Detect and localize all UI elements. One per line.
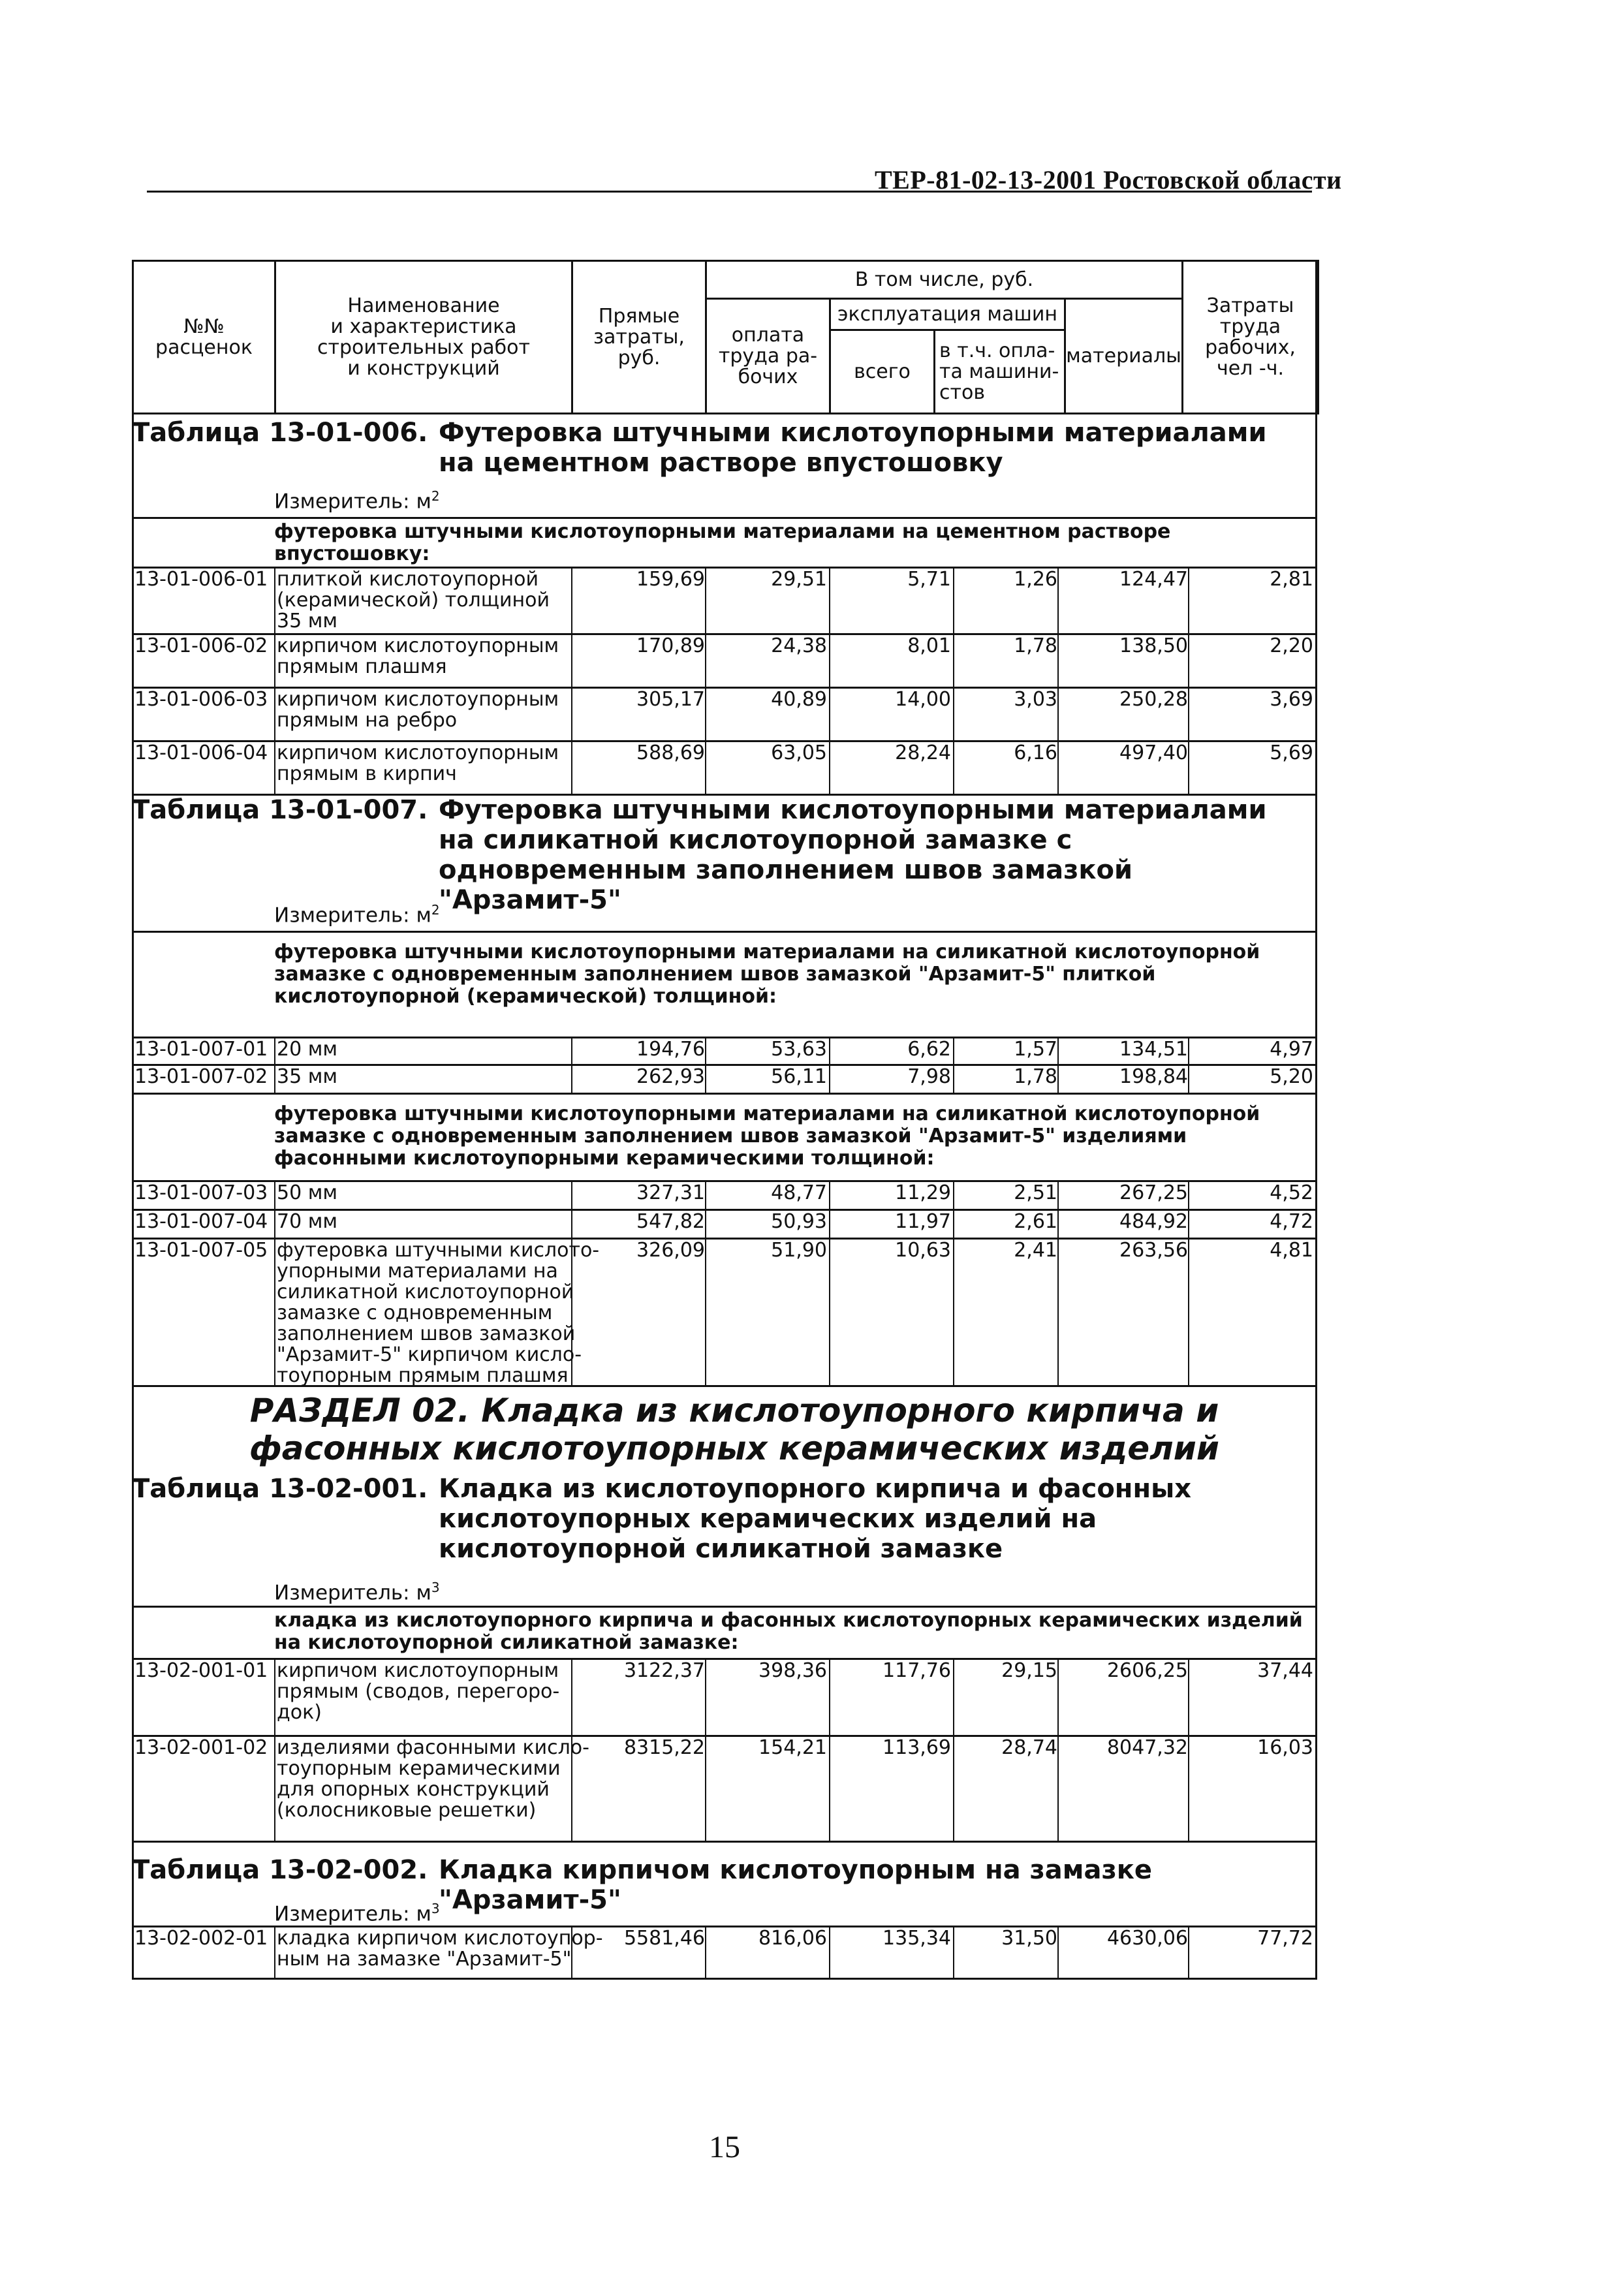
column-divider — [953, 688, 954, 740]
group-subheading: футеровка штучными кислотоупорными материалами на цементном растворе впустошовку: — [274, 520, 1171, 565]
work-name: 20 мм — [277, 1038, 337, 1061]
column-divider — [705, 1210, 706, 1238]
operator-cost: 31,50 — [1001, 1927, 1057, 1950]
column-divider — [1188, 1927, 1189, 1978]
table-number: Таблица 13-01-006. — [132, 418, 428, 448]
rate-code: 13-01-007-05 — [134, 1239, 268, 1262]
direct-cost: 194,76 — [636, 1038, 705, 1061]
direct-cost: 170,89 — [636, 634, 705, 657]
table-row — [132, 1239, 1317, 1385]
table-row — [132, 1181, 1317, 1209]
wage-cost: 48,77 — [771, 1181, 827, 1204]
labor-hours: 4,97 — [1270, 1038, 1313, 1061]
machine-cost: 11,29 — [895, 1181, 951, 1204]
page-number: 15 — [709, 2130, 740, 2164]
column-divider — [571, 634, 572, 687]
wage-cost: 29,51 — [771, 568, 827, 591]
operator-cost: 2,51 — [1014, 1181, 1057, 1204]
direct-cost: 326,09 — [636, 1239, 705, 1262]
column-divider — [1057, 1736, 1059, 1841]
machine-cost: 5,71 — [907, 568, 951, 591]
document-header-title: ТЕР-81-02-13-2001 Ростовской области — [875, 165, 1342, 195]
machine-cost: 6,62 — [907, 1038, 951, 1061]
column-divider — [274, 1659, 275, 1735]
table-row — [132, 1659, 1317, 1735]
operator-cost: 3,03 — [1014, 688, 1057, 711]
operator-cost: 28,74 — [1001, 1736, 1057, 1759]
column-divider — [571, 741, 572, 794]
direct-cost: 547,82 — [636, 1210, 705, 1233]
direct-cost: 327,31 — [636, 1181, 705, 1204]
wage-cost: 154,21 — [758, 1736, 827, 1759]
machine-cost: 135,34 — [882, 1927, 951, 1950]
labor-hours: 5,69 — [1270, 741, 1313, 764]
wage-cost: 63,05 — [771, 741, 827, 764]
labor-hours: 16,03 — [1257, 1736, 1313, 1759]
material-cost: 4630,06 — [1106, 1927, 1188, 1950]
table-title: Футеровка штучными кислотоупорными материалами на цементном растворе впустошовку — [439, 418, 1267, 478]
column-divider — [571, 1065, 572, 1093]
operator-cost: 1,78 — [1014, 1065, 1057, 1088]
column-divider — [571, 1927, 572, 1978]
wage-cost: 398,36 — [758, 1659, 827, 1682]
column-divider — [571, 568, 572, 633]
rate-code: 13-02-001-02 — [134, 1736, 268, 1759]
table-bottom-rule — [132, 1978, 1317, 1980]
column-divider — [705, 1927, 706, 1978]
column-divider — [1188, 1210, 1189, 1238]
column-divider — [829, 1038, 830, 1064]
column-divider — [829, 1927, 830, 1978]
column-divider — [953, 1239, 954, 1385]
unit-label: Измеритель: $м^2$ — [274, 902, 440, 928]
operator-cost: 6,16 — [1014, 741, 1057, 764]
column-divider — [705, 741, 706, 794]
col-header-wages: оплата труда ра- бочих — [706, 299, 830, 414]
col-header-machines: эксплуатация машин — [830, 299, 1065, 330]
wage-cost: 53,63 — [771, 1038, 827, 1061]
col-header-labor: Затраты труда рабочих, чел -ч. — [1183, 261, 1319, 414]
work-name: 35 мм — [277, 1065, 337, 1088]
rate-code: 13-01-006-04 — [134, 741, 268, 764]
direct-cost: 3122,37 — [623, 1659, 705, 1682]
table-row — [132, 634, 1317, 687]
header-rule — [147, 191, 1312, 193]
column-divider — [1188, 1736, 1189, 1841]
material-cost: 134,51 — [1119, 1038, 1188, 1061]
direct-cost: 159,69 — [636, 568, 705, 591]
table-row — [132, 1065, 1317, 1093]
table-row — [132, 1736, 1317, 1841]
direct-cost: 8315,22 — [623, 1736, 705, 1759]
column-divider — [705, 1736, 706, 1841]
rate-code: 13-01-007-01 — [134, 1038, 268, 1061]
column-divider — [571, 1210, 572, 1238]
col-header-operators: в т.ч. опла- та машини- стов — [935, 330, 1065, 414]
table-title: Футеровка штучными кислотоупорными материалами на силикатной кислотоупорной замазке с одновременным заполнением швов замазкой "Арзамит-5" — [439, 795, 1267, 915]
material-cost: 267,25 — [1119, 1181, 1188, 1204]
wage-cost: 51,90 — [771, 1239, 827, 1262]
operator-cost: 1,57 — [1014, 1038, 1057, 1061]
material-cost: 263,56 — [1119, 1239, 1188, 1262]
machine-cost: 8,01 — [907, 634, 951, 657]
column-divider — [1057, 741, 1059, 794]
column-divider — [829, 568, 830, 633]
group-subheading: футеровка штучными кислотоупорными материалами на силикатной кислотоупорной замазке с одновременным заполнением швов замазкой "Арзамит-5" изделиями фасонными кислотоупорными керамическими толщиной: — [274, 1102, 1260, 1170]
column-divider — [829, 1659, 830, 1735]
table-row — [132, 688, 1317, 740]
rate-code: 13-02-002-01 — [134, 1927, 268, 1950]
column-divider — [1057, 634, 1059, 687]
wage-cost: 40,89 — [771, 688, 827, 711]
labor-hours: 37,44 — [1257, 1659, 1313, 1682]
column-divider — [1057, 1065, 1059, 1093]
labor-hours: 77,72 — [1257, 1927, 1313, 1950]
column-divider — [571, 1239, 572, 1385]
column-divider — [829, 688, 830, 740]
work-name: футеровка штучными кислото- упорными материалами на силикатной кислотоупорной замазке с одновременным заполнением швов замазкой "Арзамит-5" кирпичом кисло- тоупорным прямым плашмя — [277, 1239, 600, 1387]
column-divider — [953, 741, 954, 794]
unit-label: Измеритель: $м^3$ — [274, 1580, 440, 1605]
column-divider — [953, 1065, 954, 1093]
column-divider — [953, 568, 954, 633]
work-name: 70 мм — [277, 1210, 337, 1233]
labor-hours: 5,20 — [1270, 1065, 1313, 1088]
column-divider — [829, 1736, 830, 1841]
column-divider — [274, 634, 275, 687]
row-divider — [132, 1385, 1317, 1387]
column-divider — [274, 1038, 275, 1064]
column-divider — [1057, 1181, 1059, 1209]
column-divider — [1057, 1659, 1059, 1735]
column-divider — [1057, 688, 1059, 740]
column-divider — [705, 1065, 706, 1093]
column-divider — [953, 1659, 954, 1735]
column-divider — [274, 1210, 275, 1238]
machine-cost: 7,98 — [907, 1065, 951, 1088]
column-divider — [1188, 741, 1189, 794]
column-divider — [274, 688, 275, 740]
col-header-name: Наименование и характеристика строительных работ и конструкций — [275, 261, 572, 414]
machine-cost: 117,76 — [882, 1659, 951, 1682]
operator-cost: 1,26 — [1014, 568, 1057, 591]
col-header-direct: Прямые затраты, руб. — [572, 261, 706, 414]
table-number: Таблица 13-01-007. — [132, 795, 428, 825]
labor-hours: 4,52 — [1270, 1181, 1313, 1204]
column-divider — [1057, 1239, 1059, 1385]
column-divider — [571, 1659, 572, 1735]
table-row — [132, 1038, 1317, 1064]
table-row — [132, 1927, 1317, 1978]
row-divider — [132, 1093, 1317, 1095]
direct-cost: 5581,46 — [623, 1927, 705, 1950]
group-subheading: футеровка штучными кислотоупорными материалами на силикатной кислотоупорной замазке с одновременным заполнением швов замазкой "Арзамит-5" плиткой кислотоупорной (керамической) толщиной: — [274, 941, 1260, 1008]
column-divider — [1188, 1659, 1189, 1735]
operator-cost: 29,15 — [1001, 1659, 1057, 1682]
work-name: кирпичом кислотоупорным прямым на ребро — [277, 688, 559, 732]
column-divider — [829, 1181, 830, 1209]
work-name: кирпичом кислотоупорным прямым плашмя — [277, 634, 559, 678]
column-divider — [705, 634, 706, 687]
direct-cost: 262,93 — [636, 1065, 705, 1088]
column-divider — [953, 1210, 954, 1238]
wage-cost: 24,38 — [771, 634, 827, 657]
column-divider — [829, 1065, 830, 1093]
column-divider — [274, 568, 275, 633]
material-cost: 250,28 — [1119, 688, 1188, 711]
operator-cost: 2,61 — [1014, 1210, 1057, 1233]
column-divider — [1188, 1181, 1189, 1209]
direct-cost: 588,69 — [636, 741, 705, 764]
table-number: Таблица 13-02-002. — [132, 1855, 428, 1885]
material-cost: 8047,32 — [1106, 1736, 1188, 1759]
column-divider — [274, 1927, 275, 1978]
column-divider — [705, 1659, 706, 1735]
col-header-code: №№ расценок — [133, 261, 275, 414]
column-divider — [274, 1065, 275, 1093]
rate-code: 13-01-007-02 — [134, 1065, 268, 1088]
table-title: Кладка из кислотоупорного кирпича и фасонных кислотоупорных керамических изделий на кислотоупорной силикатной замазке — [439, 1474, 1192, 1564]
column-divider — [829, 1239, 830, 1385]
machine-cost: 11,97 — [895, 1210, 951, 1233]
row-divider — [132, 1606, 1317, 1608]
row-divider — [132, 1841, 1317, 1843]
row-divider — [132, 931, 1317, 933]
column-divider — [705, 568, 706, 633]
operator-cost: 2,41 — [1014, 1239, 1057, 1262]
unit-label: Измеритель: $м^2$ — [274, 488, 440, 514]
column-divider — [1188, 568, 1189, 633]
col-header-machines-total: всего — [830, 330, 935, 414]
table-caption-13-01-006 — [132, 418, 1267, 478]
rate-code: 13-02-001-01 — [134, 1659, 268, 1682]
column-divider — [274, 1736, 275, 1841]
column-divider — [1057, 568, 1059, 633]
material-cost: 124,47 — [1119, 568, 1188, 591]
labor-hours: 2,81 — [1270, 568, 1313, 591]
rate-code: 13-01-006-01 — [134, 568, 268, 591]
labor-hours: 2,20 — [1270, 634, 1313, 657]
column-divider — [705, 688, 706, 740]
material-cost: 138,50 — [1119, 634, 1188, 657]
work-name: 50 мм — [277, 1181, 337, 1204]
column-divider — [705, 1239, 706, 1385]
column-divider — [829, 634, 830, 687]
machine-cost: 14,00 — [895, 688, 951, 711]
column-divider — [1057, 1210, 1059, 1238]
rate-code: 13-01-006-02 — [134, 634, 268, 657]
column-divider — [1057, 1038, 1059, 1064]
column-divider — [571, 688, 572, 740]
table-caption-13-02-001 — [132, 1474, 1192, 1564]
work-name: кирпичом кислотоупорным прямым (сводов, перегоро- док) — [277, 1659, 560, 1724]
column-divider — [274, 1239, 275, 1385]
column-divider — [953, 1038, 954, 1064]
material-cost: 2606,25 — [1106, 1659, 1188, 1682]
column-divider — [1188, 688, 1189, 740]
table-title: Кладка кирпичом кислотоупорным на замазке "Арзамит-5" — [439, 1855, 1152, 1915]
rate-code: 13-01-006-03 — [134, 688, 268, 711]
direct-cost: 305,17 — [636, 688, 705, 711]
unit-label: Измеритель: $м^3$ — [274, 1901, 440, 1926]
column-divider — [274, 1181, 275, 1209]
wage-cost: 50,93 — [771, 1210, 827, 1233]
rate-code: 13-01-007-03 — [134, 1181, 268, 1204]
group-subheading: кладка из кислотоупорного кирпича и фасонных кислотоупорных керамических изделий на кислотоупорной силикатной замазке: — [274, 1609, 1303, 1654]
col-header-materials: материалы — [1065, 299, 1183, 414]
column-divider — [829, 1210, 830, 1238]
column-divider — [953, 1927, 954, 1978]
table-row — [132, 1210, 1317, 1238]
machine-cost: 10,63 — [895, 1239, 951, 1262]
column-divider — [705, 1181, 706, 1209]
column-divider — [829, 741, 830, 794]
column-divider — [571, 1038, 572, 1064]
machine-cost: 28,24 — [895, 741, 951, 764]
table-row — [132, 568, 1317, 633]
column-divider — [1188, 1065, 1189, 1093]
column-divider — [571, 1181, 572, 1209]
column-divider — [705, 1038, 706, 1064]
column-divider — [1188, 1038, 1189, 1064]
column-divider — [953, 1736, 954, 1841]
column-divider — [274, 741, 275, 794]
work-name: плиткой кислотоупорной (керамической) толщиной 35 мм — [277, 568, 550, 632]
operator-cost: 1,78 — [1014, 634, 1057, 657]
work-name: кирпичом кислотоупорным прямым в кирпич — [277, 741, 559, 785]
column-divider — [953, 1181, 954, 1209]
wage-cost: 56,11 — [771, 1065, 827, 1088]
rate-code: 13-01-007-04 — [134, 1210, 268, 1233]
table-row — [132, 741, 1317, 794]
labor-hours: 3,69 — [1270, 688, 1313, 711]
wage-cost: 816,06 — [758, 1927, 827, 1950]
material-cost: 198,84 — [1119, 1065, 1188, 1088]
labor-hours: 4,81 — [1270, 1239, 1313, 1262]
material-cost: 497,40 — [1119, 741, 1188, 764]
column-divider — [953, 634, 954, 687]
column-header-table — [132, 260, 1319, 414]
table-number: Таблица 13-02-001. — [132, 1474, 428, 1504]
column-divider — [1188, 634, 1189, 687]
col-header-including: В том числе, руб. — [706, 261, 1183, 299]
row-divider — [132, 517, 1317, 519]
machine-cost: 113,69 — [882, 1736, 951, 1759]
section-heading: РАЗДЕЛ 02. Кладка из кислотоупорного кирпича и фасонных кислотоупорных керамических изделий — [249, 1392, 1219, 1467]
material-cost: 484,92 — [1119, 1210, 1188, 1233]
column-divider — [1188, 1239, 1189, 1385]
work-name: кладка кирпичом кислотоупор- ным на замазке "Арзамит-5" — [277, 1927, 603, 1971]
labor-hours: 4,72 — [1270, 1210, 1313, 1233]
column-divider — [571, 1736, 572, 1841]
column-divider — [1057, 1927, 1059, 1978]
work-name: изделиями фасонными кисло- тоупорным керамическими для опорных конструкций (колосниковые решетки) — [277, 1736, 589, 1822]
